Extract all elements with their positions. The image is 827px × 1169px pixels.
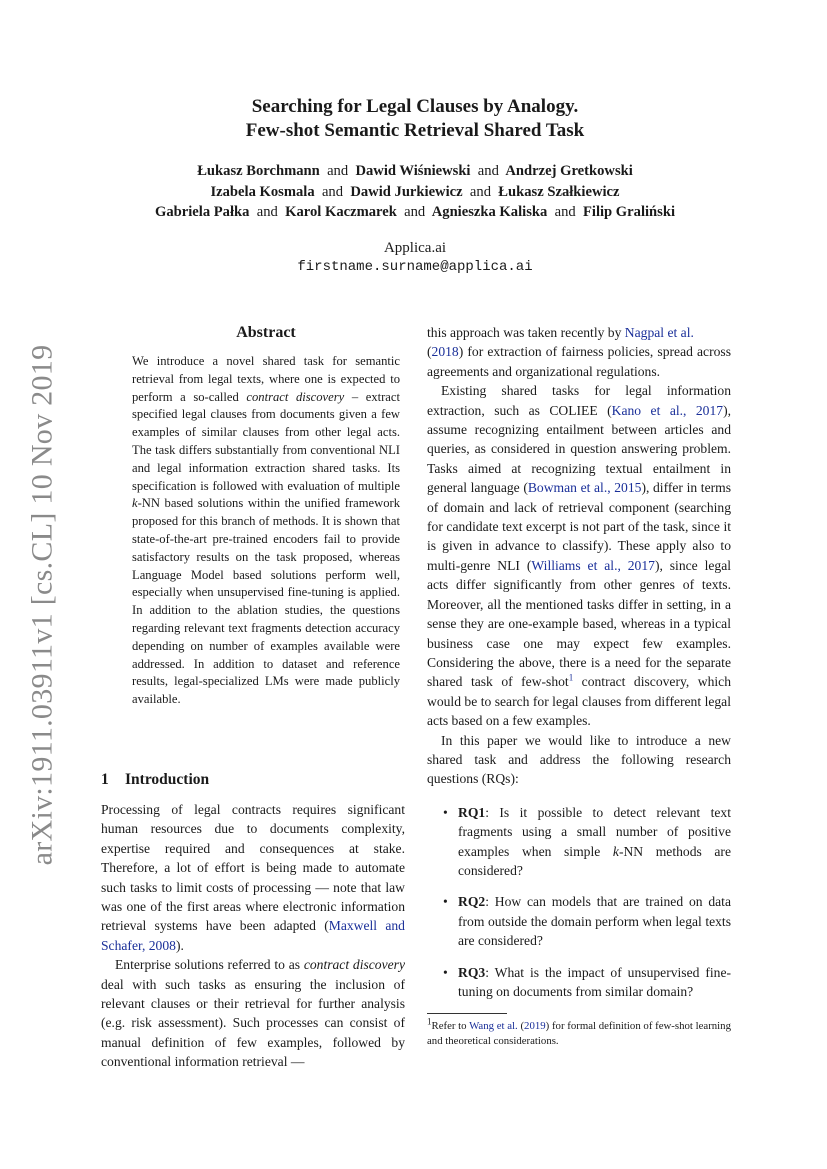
rq-label: RQ3 — [458, 964, 486, 980]
abstract-text-part: We introduce a novel shared task for semantic retrieval from legal texts, where one is expected to perform a so-called — [132, 354, 400, 404]
author-name: Łukasz Borchmann — [197, 163, 320, 179]
author-separator: and — [327, 163, 349, 179]
rq-text-italic: k — [612, 843, 619, 859]
author-name: Łukasz Szałkiewicz — [498, 183, 620, 200]
author-name: Agnieszka Kaliska — [431, 204, 548, 220]
paragraph-text: for extraction of fairness policies, spread across agreements and organizational regulations. — [427, 344, 731, 379]
title-line-2: Few-shot Semantic Retrieval Shared Task — [245, 120, 585, 141]
right-column — [427, 323, 731, 1049]
footnote-text: for formal definition of few-shot learning and theoretical considerations. — [427, 1020, 731, 1048]
rq-text: : What is the impact of unsupervised fine-tuning on documents from similar domain? — [458, 964, 731, 999]
list-item — [427, 803, 731, 881]
author-name: Izabela Kosmala — [210, 183, 315, 200]
footnote-marker[interactable]: 1 — [568, 672, 574, 683]
paper-title — [100, 95, 730, 143]
list-item — [427, 963, 731, 1002]
paragraph-text: Existing shared tasks for legal information extraction, such as COLIEE ( — [427, 383, 731, 418]
author-separator: and — [256, 204, 278, 220]
author-email[interactable]: firstname.surname@applica.ai — [297, 258, 533, 275]
paragraph — [101, 955, 405, 1071]
author-separator: and — [469, 183, 491, 200]
author-separator: and — [404, 204, 426, 220]
author-name: Dawid Jurkiewicz — [350, 183, 463, 200]
section-number: 1 — [101, 771, 109, 788]
paragraph-text: this approach was taken recently by — [427, 325, 625, 340]
footnote-text: Refer to — [431, 1020, 470, 1033]
paragraph-text: ). — [175, 937, 184, 953]
rq-label: RQ1 — [458, 804, 486, 820]
paren-close: ) — [458, 344, 464, 360]
paragraph-text: ), differ in terms of domain and lack of retrieval component (searching for candidate text excerpt is not part of the task, since it is given in advance to classify). These apply also to multi-genre NLI ( — [427, 480, 731, 573]
paragraph-text: Processing of legal contracts requires significant human resources due to documents complexity, expertise required and consequences at stake. Therefore, a lot of effort is being made to automate such tasks to limit costs of processing — note that law was one of the first areas where electronic information retrieval systems have been adapted ( — [101, 802, 405, 934]
author-name: Andrzej Gretkowski — [505, 163, 633, 179]
footnote-divider — [427, 1013, 507, 1014]
bullet-icon: • — [443, 804, 448, 820]
paragraph-text: Enterprise solutions referred to as — [115, 957, 304, 973]
paragraph-italic: contract discovery — [303, 957, 405, 973]
arxiv-id: arXiv:1911.03911v1 [cs.CL] 10 Nov 2019 — [25, 344, 59, 866]
citation-link[interactable]: Kano et al., 2017 — [611, 402, 724, 418]
author-separator: and — [321, 183, 344, 200]
author-separator: and — [554, 204, 576, 220]
author-name: Gabriela Pałka — [154, 204, 250, 220]
paragraph — [427, 323, 731, 381]
citation-year-link[interactable]: 2019 — [524, 1020, 546, 1033]
author-row — [100, 182, 730, 203]
affiliation: Applica.ai — [383, 239, 447, 256]
abstract-heading: Abstract — [236, 324, 296, 341]
paragraph: In this paper we would like to introduce a new shared task and address the following research questions (RQs): — [427, 732, 731, 787]
author-row — [100, 202, 730, 223]
abstract-text-part: – extract specified legal clauses from documents given a few examples of similar clauses from other legal acts. The task differs substantially from conventional NLI and legal information extraction shared tasks. Its specification is followed with evaluation of multiple — [132, 389, 400, 493]
author-name: Karol Kaczmarek — [285, 204, 397, 220]
author-name: Dawid Wiśniewski — [355, 163, 471, 179]
introduction-section — [101, 770, 405, 1072]
author-row — [100, 161, 730, 182]
abstract-text-italic: contract discovery — [246, 389, 345, 404]
paragraph-text: ), since legal acts differ significantly from other genres of texts. Moreover, all the mentioned tasks differ in setting, in a sense they are one-example based, whereas in a typical business case one may expect few examples. Considering the above, there is a need for the separate shared task of few-shot — [427, 557, 732, 690]
paragraph-text: deal with such tasks as ensuring the inclusion of relevant clauses or their retrieval for further analysis (e.g. risk assessment). Such processes can consist of manual definition of few examples, followed by conventional information retrieval — — [101, 976, 405, 1070]
title-line-1: Searching for Legal Clauses by Analogy. — [251, 96, 579, 117]
abstract-text — [132, 353, 400, 709]
paren-close: ) — [545, 1020, 550, 1033]
citation-link[interactable]: Maxwell and Schafer, 2008 — [101, 918, 405, 953]
citation-year-link[interactable]: 2018 — [431, 344, 459, 360]
footnote-mark: 1 — [427, 1016, 432, 1027]
author-list — [100, 161, 730, 223]
citation-link[interactable]: Wang et al. — [469, 1020, 518, 1033]
paren-open: ( — [427, 344, 432, 360]
paragraph — [101, 800, 405, 955]
paragraph-text: contract discovery, which would be to search for legal clauses from different legal acts based on a few examples. — [427, 674, 731, 729]
arxiv-sidebar-stamp — [18, 344, 66, 866]
citation-link[interactable]: Nagpal et al. — [624, 325, 694, 340]
bullet-icon: • — [443, 894, 448, 910]
paragraph-text: ), assume recognizing entailment between articles and queries, as considered in question answering problem. Tasks aimed at recognizing textual entailment in general language ( — [427, 402, 731, 496]
rq-text: : Is it possible to detect relevant text fragments using a small number of positive examples when simple — [458, 804, 731, 859]
paragraph — [427, 381, 731, 730]
author-separator: and — [477, 163, 499, 179]
abstract-text-part: -NN based solutions within the unified framework proposed for this branch of methods. It is shown that state-of-the-art pre-trained encoders fail to provide satisfactory results on the task proposed, whereas Language Model based solutions perform well, especially when unsupervised fine-tuning is applied. In addition to the ablation studies, the questions regarding relevant text fragments detection accuracy depending on number of examples available were addressed. In addition to dataset and reference results, legal-specialized LMs were made publicly available. — [132, 496, 400, 707]
section-title: Introduction — [125, 771, 210, 788]
footnote — [427, 1016, 731, 1049]
section-heading — [101, 770, 405, 790]
author-name: Filip Graliński — [582, 204, 676, 220]
list-item — [427, 892, 731, 950]
rq-text: : How can models that are trained on data from outside the domain perform when legal texts are considered? — [458, 894, 731, 949]
abstract-section — [132, 323, 400, 709]
bullet-icon: • — [443, 964, 448, 980]
paren-open: ( — [520, 1020, 525, 1033]
title-block — [100, 95, 730, 277]
citation-link[interactable]: Bowman et al., 2015 — [527, 480, 642, 496]
abstract-text-italic: k — [132, 496, 138, 511]
research-questions-list — [427, 803, 731, 1002]
citation-link[interactable]: Williams et al., 2017 — [531, 557, 655, 573]
rq-label: RQ2 — [458, 894, 486, 910]
rq-text: -NN methods are considered? — [458, 843, 731, 878]
